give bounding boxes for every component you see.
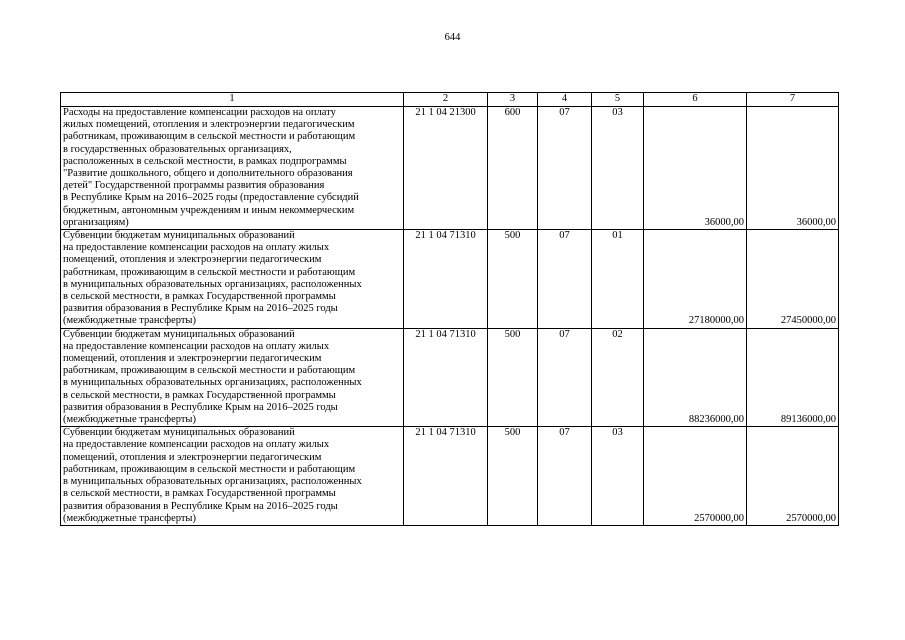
description-line: на предоставление компенсации расходов на оплату жилых — [63, 340, 330, 352]
row-description — [61, 230, 404, 329]
amount-year-2: 27450000,00 — [747, 230, 839, 329]
description-line: на предоставление компенсации расходов на оплату жилых — [63, 242, 330, 254]
description-line: Субвенции бюджетам муниципальных образований — [63, 230, 295, 242]
description-line: работникам, проживающим в сельской местности и работающим — [63, 266, 356, 278]
target-article-code: 21 1 04 21300 — [404, 107, 488, 230]
description-line: помещений, отопления и электроэнергии педагогическим — [63, 254, 322, 266]
amount-year-2: 2570000,00 — [747, 427, 839, 526]
section-code: 07 — [538, 328, 592, 427]
expense-type-code: 500 — [488, 328, 538, 427]
amount-year-2: 36000,00 — [747, 107, 839, 230]
expense-type-code: 600 — [488, 107, 538, 230]
table-row — [61, 107, 839, 230]
description-line: организациям) — [63, 216, 129, 228]
description-line: на предоставление компенсации расходов на оплату жилых — [63, 439, 330, 451]
header-col-3: 3 — [488, 93, 538, 107]
section-code: 07 — [538, 427, 592, 526]
table-header-row — [61, 93, 839, 107]
description-line: помещений, отопления и электроэнергии педагогическим — [63, 353, 322, 365]
subsection-code: 02 — [592, 328, 644, 427]
description-line: в муниципальных образовательных организациях, расположенных — [63, 278, 362, 290]
header-col-4: 4 — [538, 93, 592, 107]
description-line: в сельской местности, в рамках Государственной программы — [63, 488, 336, 500]
description-line: работникам, проживающим в сельской местности и работающим — [63, 463, 356, 475]
description-line: развития образования в Республике Крым на 2016–2025 годы — [63, 401, 338, 413]
header-col-2: 2 — [404, 93, 488, 107]
target-article-code: 21 1 04 71310 — [404, 427, 488, 526]
header-col-1: 1 — [61, 93, 404, 107]
description-line: (межбюджетные трансферты) — [63, 414, 196, 426]
amount-year-1: 88236000,00 — [644, 328, 747, 427]
row-description — [61, 107, 404, 230]
subsection-code: 03 — [592, 107, 644, 230]
subsection-code: 03 — [592, 427, 644, 526]
expense-type-code: 500 — [488, 230, 538, 329]
description-line: в Республике Крым на 2016–2025 годы (предоставление субсидий — [63, 192, 359, 204]
amount-year-1: 2570000,00 — [644, 427, 747, 526]
page-number: 644 — [444, 32, 461, 43]
description-line: детей" Государственной программы развития образования — [63, 180, 325, 192]
description-line: "Развитие дошкольного, общего и дополнительного образования — [63, 168, 353, 180]
description-line: жилых помещений, отопления и электроэнергии педагогическим — [63, 119, 355, 131]
subsection-code: 01 — [592, 230, 644, 329]
description-line: в сельской местности, в рамках Государственной программы — [63, 389, 336, 401]
table-row — [61, 427, 839, 526]
description-line: (межбюджетные трансферты) — [63, 512, 196, 524]
description-line: Субвенции бюджетам муниципальных образований — [63, 427, 295, 439]
description-line: бюджетным, автономным учреждениям и иным некоммерческим — [63, 204, 355, 216]
description-line: Расходы на предоставление компенсации расходов на оплату — [63, 107, 336, 118]
expense-type-code: 500 — [488, 427, 538, 526]
description-line: в муниципальных образовательных организациях, расположенных — [63, 377, 362, 389]
table-row — [61, 230, 839, 329]
table-row — [61, 328, 839, 427]
description-line: расположенных в сельской местности, в рамках подпрограммы — [63, 155, 347, 167]
description-line: развития образования в Республике Крым на 2016–2025 годы — [63, 303, 338, 315]
description-line: работникам, проживающим в сельской местности и работающим — [63, 131, 356, 143]
description-line: помещений, отопления и электроэнергии педагогическим — [63, 451, 322, 463]
amount-year-2: 89136000,00 — [747, 328, 839, 427]
header-col-7: 7 — [747, 93, 839, 107]
description-line: в муниципальных образовательных организациях, расположенных — [63, 476, 362, 488]
section-code: 07 — [538, 107, 592, 230]
description-line: развития образования в Республике Крым на 2016–2025 годы — [63, 500, 338, 512]
header-col-5: 5 — [592, 93, 644, 107]
target-article-code: 21 1 04 71310 — [404, 328, 488, 427]
section-code: 07 — [538, 230, 592, 329]
description-line: работникам, проживающим в сельской местности и работающим — [63, 365, 356, 377]
amount-year-1: 36000,00 — [644, 107, 747, 230]
description-line: Субвенции бюджетам муниципальных образований — [63, 328, 295, 340]
amount-year-1: 27180000,00 — [644, 230, 747, 329]
description-line: в государственных образовательных организациях, — [63, 143, 292, 155]
row-description — [61, 328, 404, 427]
row-description — [61, 427, 404, 526]
target-article-code: 21 1 04 71310 — [404, 230, 488, 329]
header-col-6: 6 — [644, 93, 747, 107]
budget-table — [60, 92, 839, 526]
description-line: в сельской местности, в рамках Государственной программы — [63, 291, 336, 303]
description-line: (межбюджетные трансферты) — [63, 315, 196, 327]
